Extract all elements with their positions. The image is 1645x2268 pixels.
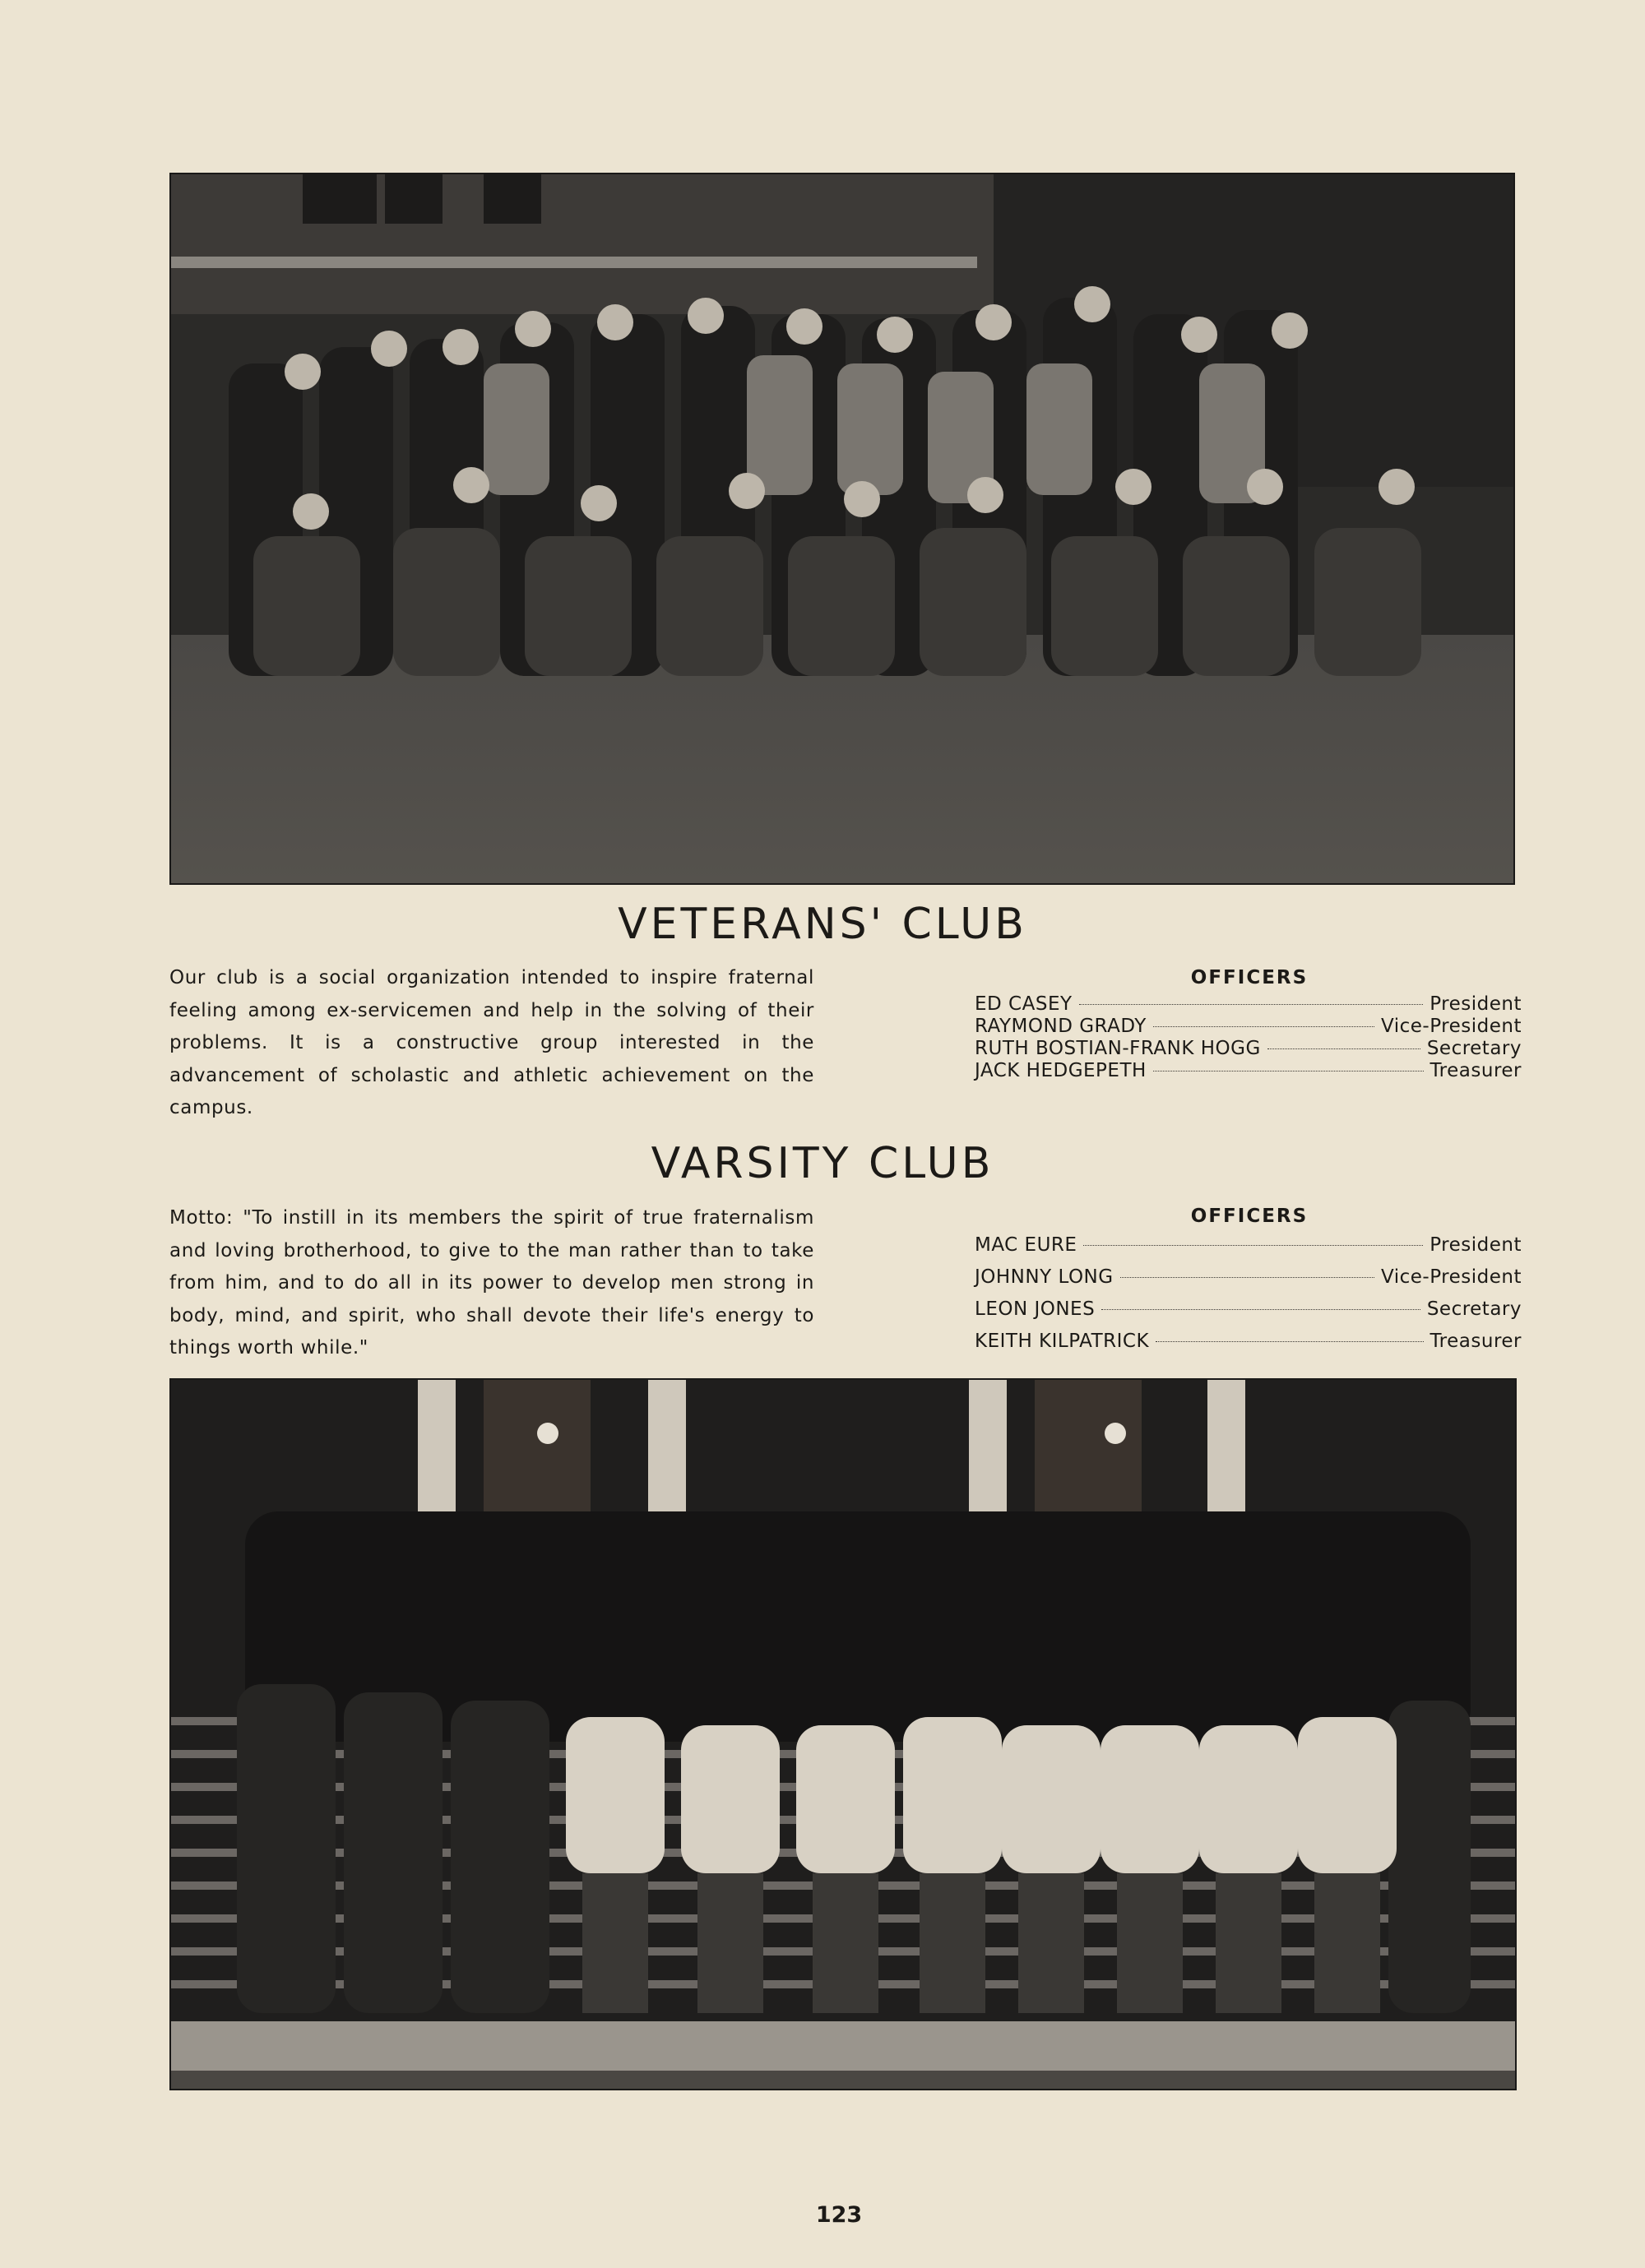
officer-name: ED CASEY xyxy=(975,993,1073,1015)
leader-dots xyxy=(1101,1309,1420,1310)
officer-row xyxy=(975,1016,1522,1038)
officer-role: Vice-President xyxy=(1381,1016,1522,1037)
officer-role: President xyxy=(1430,993,1522,1015)
varsity-club-description: Motto: "To instill in its members the spirit of true fraternalism and loving brotherhood, to give to the man rather than to take from him, and to do all in its power to develop men strong in body, mind, and spirit, who shall devote their life's energy to things worth while." xyxy=(169,1207,814,1358)
officer-row xyxy=(975,1266,1522,1298)
varsity-photo-graphic xyxy=(171,1380,1515,2089)
leader-dots xyxy=(1153,1071,1424,1072)
officer-name: RAYMOND GRADY xyxy=(975,1016,1147,1037)
leader-dots xyxy=(1120,1277,1374,1278)
leader-dots xyxy=(1267,1048,1420,1049)
varsity-officers-heading: OFFICERS xyxy=(1190,1206,1309,1227)
officer-name: RUTH BOSTIAN-FRANK HOGG xyxy=(975,1038,1261,1059)
varsity-club-title: VARSITY CLUB xyxy=(651,1139,994,1188)
officer-row xyxy=(975,1331,1522,1363)
officer-name: JOHNNY LONG xyxy=(975,1266,1114,1288)
officer-name: KEITH KILPATRICK xyxy=(975,1331,1150,1352)
officer-name: JACK HEDGEPETH xyxy=(975,1060,1147,1081)
officer-row xyxy=(975,1060,1522,1082)
page-number: 123 xyxy=(815,2202,863,2228)
veterans-officers-heading: OFFICERS xyxy=(1190,967,1309,988)
officer-name: MAC EURE xyxy=(975,1234,1077,1256)
officer-row xyxy=(975,1038,1522,1060)
officer-role: President xyxy=(1430,1234,1522,1256)
varsity-officers-list xyxy=(975,1234,1522,1363)
veterans-photo-graphic xyxy=(171,174,1513,883)
leader-dots xyxy=(1153,1026,1374,1027)
officer-row xyxy=(975,993,1522,1016)
leader-dots xyxy=(1156,1341,1423,1342)
veterans-club-photo xyxy=(171,174,1513,883)
officer-row xyxy=(975,1298,1522,1331)
veterans-officers-list xyxy=(975,993,1522,1082)
veterans-club-description: Our club is a social organization intended to inspire fraternal feeling among ex-servicemen and help in the solving of their problems. It is a constructive group interested in the advancement of scholastic and athletic achievement on the campus. xyxy=(169,967,814,1118)
officer-role: Secretary xyxy=(1426,1038,1522,1059)
leader-dots xyxy=(1083,1245,1423,1246)
officer-role: Vice-President xyxy=(1381,1266,1522,1288)
officer-row xyxy=(975,1234,1522,1266)
varsity-club-photo xyxy=(171,1380,1515,2089)
leader-dots xyxy=(1079,1004,1424,1005)
officer-role: Treasurer xyxy=(1430,1331,1522,1352)
officer-name: LEON JONES xyxy=(975,1298,1096,1320)
officer-role: Secretary xyxy=(1426,1298,1522,1320)
officer-role: Treasurer xyxy=(1430,1060,1522,1081)
veterans-club-title: VETERANS' CLUB xyxy=(618,900,1027,949)
